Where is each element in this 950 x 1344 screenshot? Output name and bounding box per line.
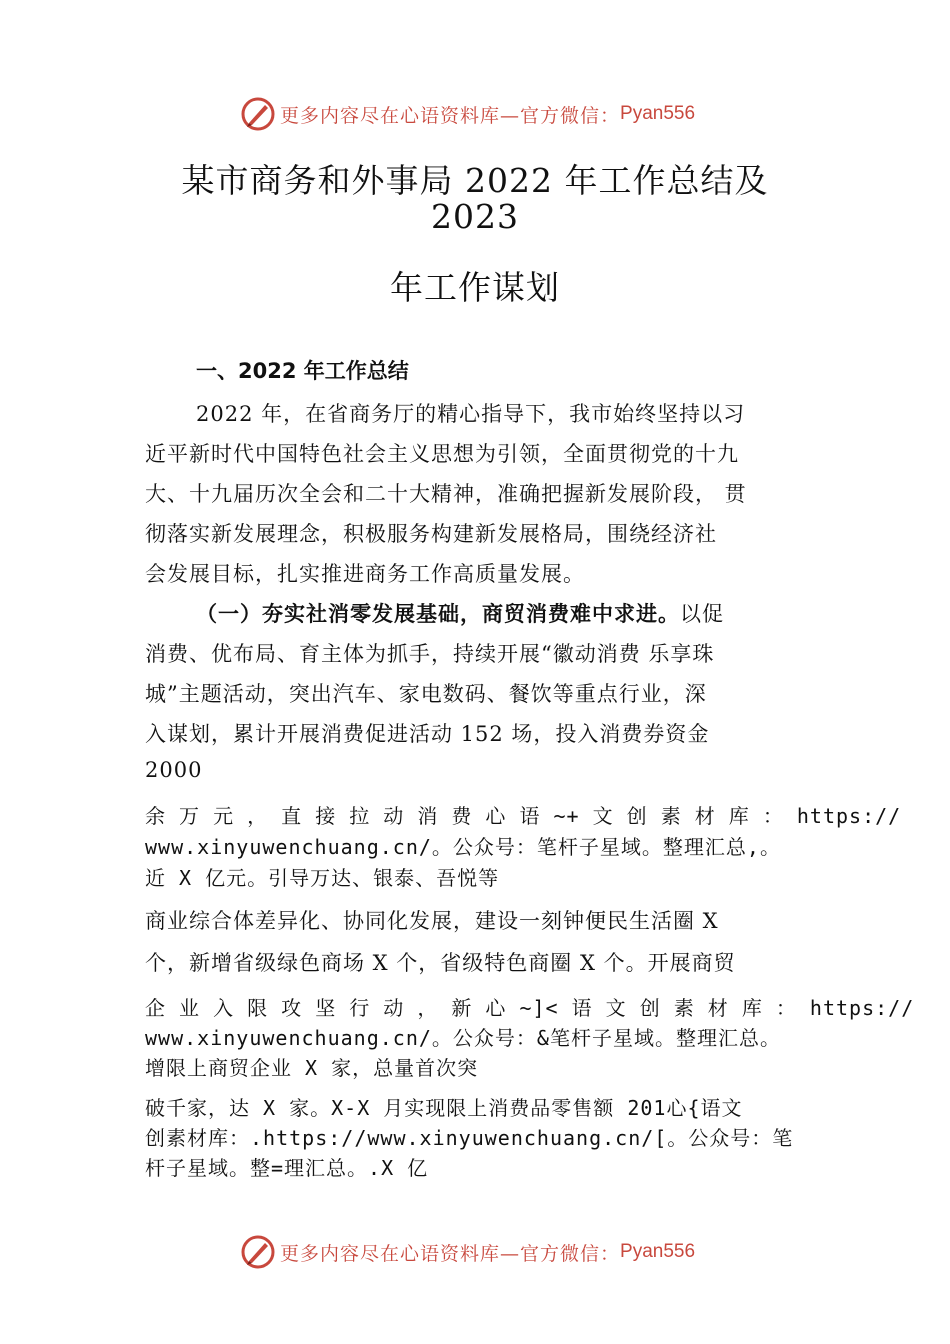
paragraph-line: 会发展目标，扎实推进商务工作高质量发展。 xyxy=(145,562,585,586)
banner-text: 更多内容尽在心语资料库—官方微信： xyxy=(280,104,621,127)
footer-watermark-banner xyxy=(240,1232,760,1272)
mono-line: 余 万 元 ， 直 接 拉 动 消 费 心 语 ~+ 文 创 素 材 库 ： https:// xyxy=(145,804,902,828)
document-title-line3: 年工作谋划 xyxy=(390,268,560,307)
paragraph-line: 城”主题活动，突出汽车、家电数码、餐饮等重点行业，深 xyxy=(145,682,707,706)
paragraph-line: 近平新时代中国特色社会主义思想为引领，全面贯彻党的十九 xyxy=(145,442,739,466)
mono-line: 近 X 亿元。引导万达、银泰、吾悦等 xyxy=(145,866,500,890)
mono-line: www.xinyuwenchuang.cn/。公众号：&笔杆子星域。整理汇总。 xyxy=(145,1026,781,1050)
paragraph-line: 个，新增省级绿色商场 X 个，省级特色商圈 X 个。开展商贸 xyxy=(145,951,736,975)
mono-line: www.xinyuwenchuang.cn/。公众号：笔杆子星域。整理汇总,。 xyxy=(145,835,781,859)
mono-line: 创素材库：.https://www.xinyuwenchuang.cn/[。公众号：笔 xyxy=(145,1126,794,1150)
subsection-heading: （一）夯实社消零发展基础，商贸消费难中求进。 xyxy=(196,601,680,626)
paragraph-line: 2022 年，在省商务厅的精心指导下，我市始终坚持以习 xyxy=(196,402,746,426)
paragraph-line: 2000 xyxy=(145,758,203,782)
paragraph-line: 消费、优布局、育主体为抓手，持续开展“徽动消费 乐享珠 xyxy=(145,642,715,666)
subsection-line xyxy=(196,598,724,628)
paragraph-line: 彻落实新发展理念，积极服务构建新发展格局，围绕经济社 xyxy=(145,522,717,546)
pen-logo-icon xyxy=(240,1234,276,1270)
document-title-line1: 某市商务和外事局 2022 年工作总结及 xyxy=(181,161,769,200)
paragraph-line: 入谋划，累计开展消费促进活动 152 场，投入消费券资金 xyxy=(145,722,710,746)
section-heading: 一、2022 年工作总结 xyxy=(196,359,409,383)
mono-line: 杆子星域。整=理汇总。.X 亿 xyxy=(145,1156,429,1180)
document-title-line2: 2023 xyxy=(431,197,519,236)
paragraph-line: 大、十九届历次全会和二十大精神，准确把握新发展阶段， 贯 xyxy=(145,482,747,506)
header-watermark-banner xyxy=(240,94,760,134)
banner-text: 更多内容尽在心语资料库—官方微信： xyxy=(280,1242,621,1265)
subsection-rest: 以促 xyxy=(680,602,724,626)
mono-line: 企 业 入 限 攻 坚 行 动 ， 新 心 ~]< 语 文 创 素 材 库 ： https:// xyxy=(145,996,915,1020)
banner-wechat-id: Pyan556 xyxy=(620,1241,696,1262)
banner-wechat-id: Pyan556 xyxy=(620,103,696,124)
pen-logo-icon xyxy=(240,96,276,132)
paragraph-line: 商业综合体差异化、协同化发展，建设一刻钟便民生活圈 X xyxy=(145,909,719,933)
mono-line: 增限上商贸企业 X 家，总量首次突 xyxy=(145,1056,479,1080)
mono-line: 破千家，达 X 家。X-X 月实现限上消费品零售额 201心{语文 xyxy=(145,1096,743,1120)
